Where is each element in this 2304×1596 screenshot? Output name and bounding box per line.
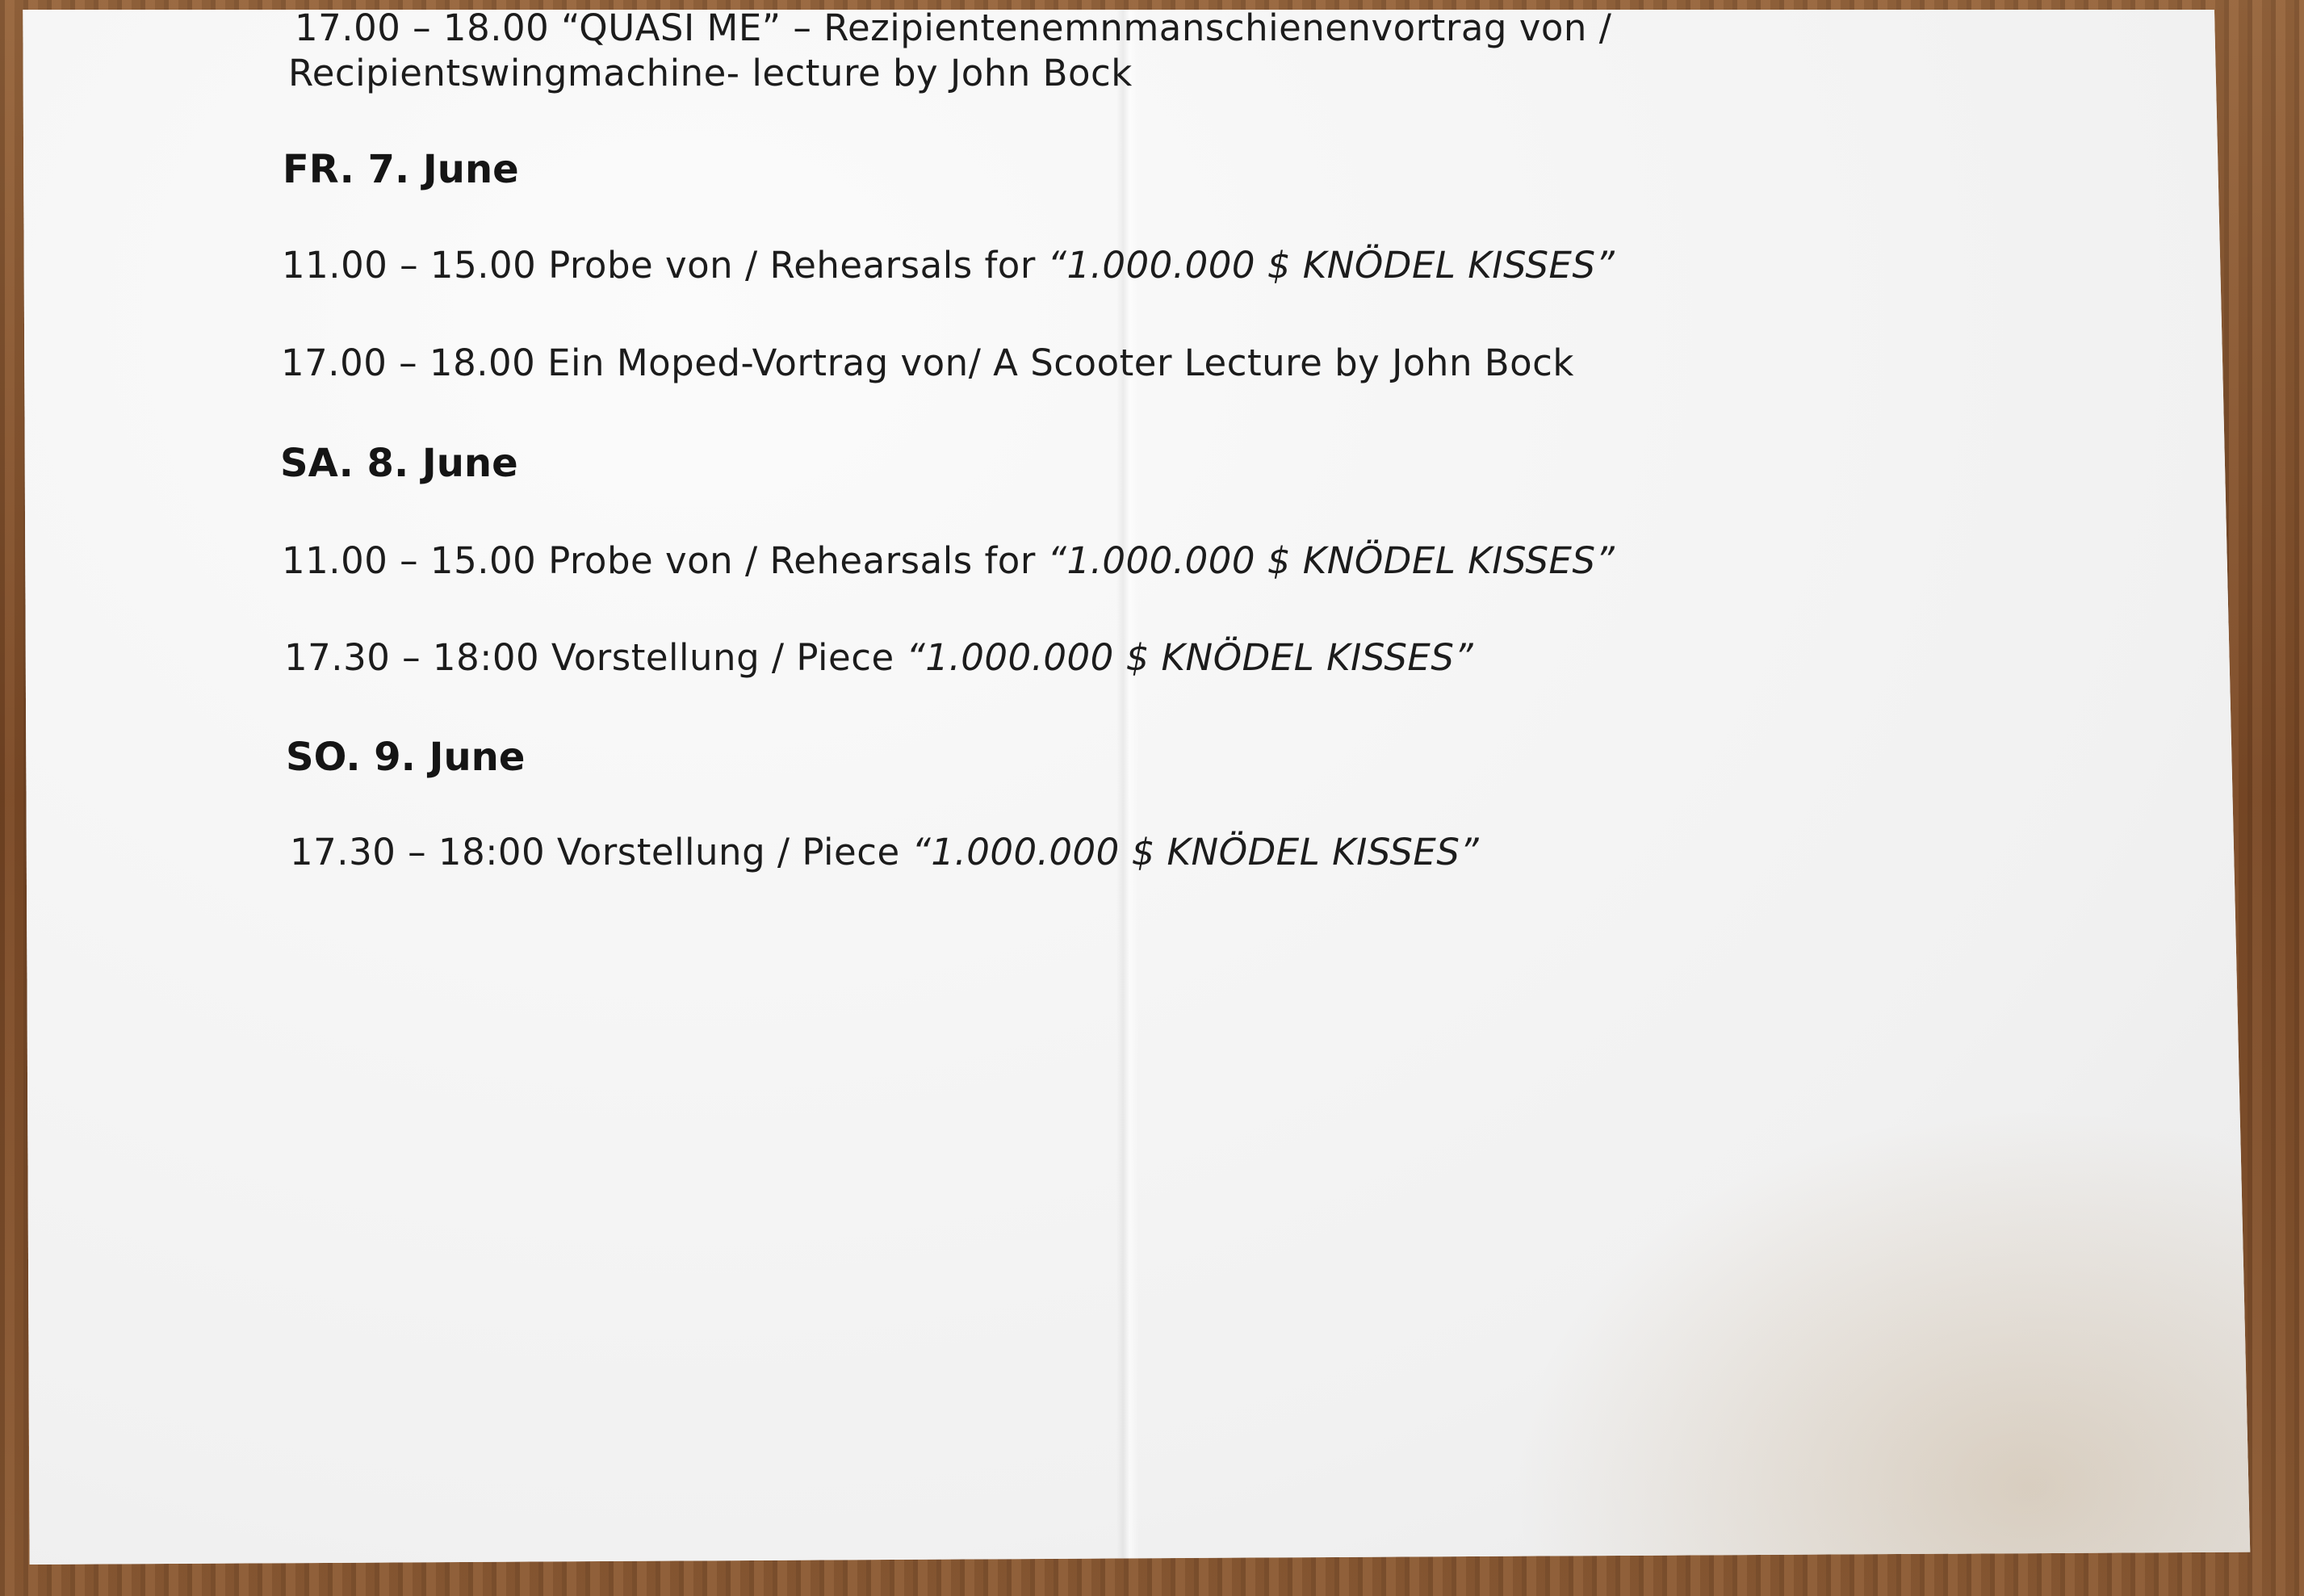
day-heading-friday: FR. 7. June [283,147,519,192]
day-heading-sunday: SO. 9. June [286,735,526,780]
event-sunday-piece [290,831,1479,873]
event-friday-lecture [281,341,1574,384]
event-text: 17.30 – 18:00 Vorstellung / Piece [290,831,912,873]
event-title: “1.000.000 $ KNÖDEL KISSES” [911,831,1480,873]
event-text: 17.30 – 18:00 Vorstellung / Piece [284,636,907,679]
paper-sheet [16,10,2252,1565]
event-title: “1.000.000 $ KNÖDEL KISSES” [1047,539,1615,582]
intro-line-2: Recipientswingmachine- lecture by John Bock [288,52,1133,94]
event-title: “1.000.000 $ KNÖDEL KISSES” [1047,244,1615,287]
intro-line-1: 17.00 – 18.00 “QUASI ME” – Rezipientenemnmanschienenvortrag von / [295,6,1612,49]
event-text: 11.00 – 15.00 Probe von / Rehearsals for [282,539,1048,582]
event-text: 17.00 – 18.00 Ein Moped-Vortrag von/ A Scooter Lecture by John Bock [281,341,1574,384]
event-saturday-piece [284,636,1473,679]
event-friday-rehearsal [282,244,1615,287]
day-heading-saturday: SA. 8. June [280,441,518,486]
event-title: “1.000.000 $ KNÖDEL KISSES” [906,636,1474,679]
event-text: 11.00 – 15.00 Probe von / Rehearsals for [282,244,1048,287]
event-saturday-rehearsal [282,539,1615,582]
